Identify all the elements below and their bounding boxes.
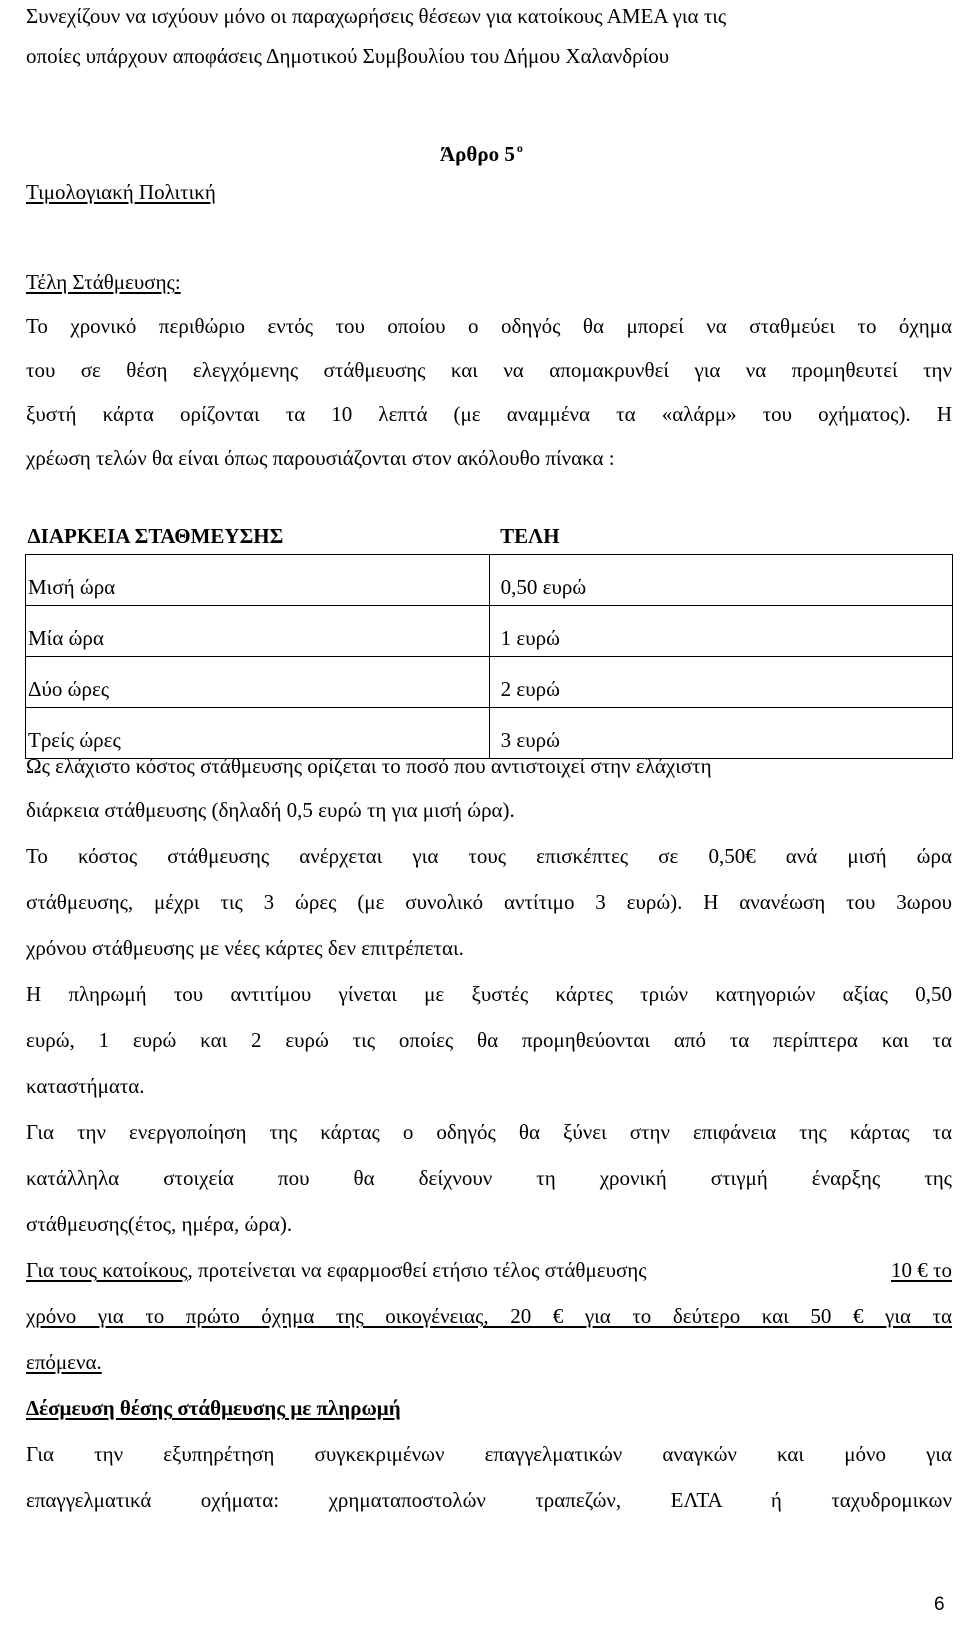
residents-line-2: χρόνο για το πρώτο όχημα της οικογένειας, 20 € για το δεύτερο και 50 € για τα xyxy=(26,1304,952,1328)
activation-line-2: κατάλληλα στοιχεία που θα δείχνουν τη χρονική στιγμή έναρξης της xyxy=(26,1166,952,1190)
residents-label: Για τους κατοίκους xyxy=(26,1258,188,1282)
table-cell-fee: 3 ευρώ xyxy=(489,708,952,759)
table-row xyxy=(26,606,953,657)
table-cell-duration: Δύο ώρες xyxy=(26,657,490,708)
residents-text: , προτείνεται να εφαρμοσθεί ετήσιο τέλος στάθμευσης xyxy=(187,1258,647,1282)
activation-line-3: στάθμευσης(έτος, ημέρα, ώρα). xyxy=(26,1212,293,1236)
table-row xyxy=(26,708,953,759)
residents-amount: 10 € το xyxy=(891,1258,952,1282)
article-title xyxy=(440,134,523,168)
table-cell-duration: Μισή ώρα xyxy=(26,555,490,606)
fees-line-1: Το χρονικό περιθώριο εντός του οποίου ο οδηγός θα μπορεί να σταθμεύει το όχημα xyxy=(26,314,952,338)
table-header-duration: ΔΙΑΡΚΕΙΑ ΣΤΑΘΜΕΥΣΗΣ xyxy=(26,504,490,555)
visitors-cost-line-2: στάθμευσης, μέχρι τις 3 ώρες (με συνολικό αντίτιμο 3 ευρώ). Η ανανέωση του 3ωρου xyxy=(26,890,952,914)
table-row xyxy=(26,657,953,708)
activation-line-1: Για την ενεργοποίηση της κάρτας ο οδηγός θα ξύνει στην επιφάνεια της κάρτας τα xyxy=(26,1120,952,1144)
table-cell-fee: 2 ευρώ xyxy=(489,657,952,708)
table-cell-fee: 1 ευρώ xyxy=(489,606,952,657)
table-cell-duration: Μία ώρα xyxy=(26,606,490,657)
table-header-row xyxy=(26,504,953,555)
table-row xyxy=(26,555,953,606)
residents-line-3: επόμενα. xyxy=(26,1350,102,1374)
parking-fees-table xyxy=(25,504,953,759)
payment-line-1: Η πληρωμή του αντιτίμου γίνεται με ξυστές κάρτες τριών κατηγοριών αξίας 0,50 xyxy=(26,982,952,1006)
payment-line-3: καταστήματα. xyxy=(26,1074,145,1098)
table-cell-duration: Τρείς ώρες xyxy=(26,708,490,759)
article-ordinal: ο xyxy=(516,141,523,155)
visitors-cost-line-1: Το κόστος στάθμευσης ανέρχεται για τους επισκέπτες σε 0,50€ ανά μισή ώρα xyxy=(26,844,952,868)
fees-line-3: ξυστή κάρτα ορίζονται τα 10 λεπτά (με αναμμένα τα «αλάρμ» του οχήματος). Η xyxy=(26,402,952,426)
min-cost-line-2: διάρκεια στάθμευσης (δηλαδή 0,5 ευρώ τη για μισή ώρα). xyxy=(26,798,515,822)
fees-line-4: χρέωση τελών θα είναι όπως παρουσιάζονται στον ακόλουθο πίνακα : xyxy=(26,446,615,470)
section-reservation-heading: Δέσμευση θέσης στάθμευσης με πληρωμή xyxy=(26,1396,401,1420)
table-cell-fee: 0,50 ευρώ xyxy=(489,555,952,606)
section-pricing-heading: Τιμολογιακή Πολιτική xyxy=(26,180,216,204)
intro-line-1: Συνεχίζουν να ισχύουν μόνο οι παραχωρήσεις θέσεων για κατοίκους ΑΜΕΑ για τις xyxy=(26,4,727,28)
min-cost-line-1: Ως ελάχιστο κόστος στάθμευσης ορίζεται το ποσό που αντιστοιχεί στην ελάχιστη xyxy=(26,754,712,778)
reservation-line-2: επαγγελματικά οχήματα: χρηματαποστολών τραπεζών, ΕΛΤΑ ή ταχυδρομικων xyxy=(26,1488,952,1512)
table-header-fees: ΤΕΛΗ xyxy=(489,504,952,555)
payment-line-2: ευρώ, 1 ευρώ και 2 ευρώ τις οποίες θα προμηθεύονται από τα περίπτερα και τα xyxy=(26,1028,952,1052)
visitors-cost-line-3: χρόνου στάθμευσης με νέες κάρτες δεν επιτρέπεται. xyxy=(26,936,464,960)
page-number: 6 xyxy=(934,1594,945,1615)
intro-line-2: οποίες υπάρχουν αποφάσεις Δημοτικού Συμβουλίου του Δήμου Χαλανδρίου xyxy=(26,44,670,68)
article-title-text: Άρθρο 5 xyxy=(440,142,515,166)
reservation-line-1: Για την εξυπηρέτηση συγκεκριμένων επαγγελματικών αναγκών και μόνο για xyxy=(26,1442,952,1466)
residents-line-1 xyxy=(26,1256,952,1284)
section-fees-heading: Τέλη Στάθμευσης: xyxy=(26,270,181,294)
fees-line-2: του σε θέση ελεγχόμενης στάθμευσης και να απομακρυνθεί για να προμηθευτεί την xyxy=(26,358,952,382)
